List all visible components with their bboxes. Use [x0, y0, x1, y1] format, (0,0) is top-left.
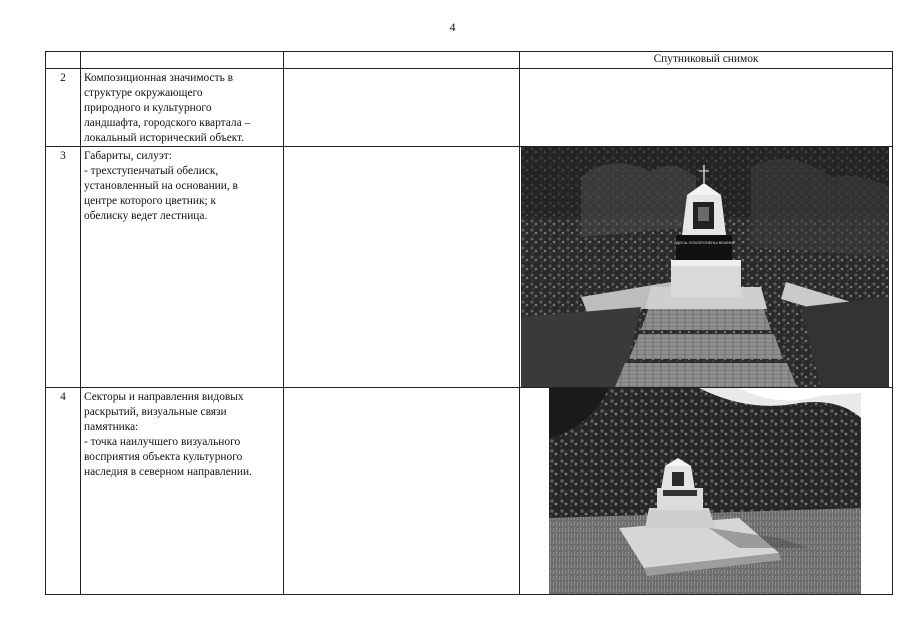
page-number: 4 [449, 20, 456, 34]
description-line: восприятия объекта культурного [84, 451, 243, 463]
row-number: 3 [46, 147, 81, 388]
description-line: центре которого цветник; к [84, 195, 217, 207]
table-row [46, 147, 893, 388]
plaque-text: ЗДЕСЬ ПОХОРОНЕНЫ ВОИНЫ [674, 240, 734, 245]
satellite-cell [520, 388, 893, 595]
row-description [81, 147, 284, 388]
description-line: раскрытий, визуальные связи [84, 406, 227, 418]
header-cell-photo [284, 52, 520, 69]
table-row [46, 69, 893, 147]
description-line: - трехступенчатый обелиск, [84, 165, 219, 177]
description-line: - точка наилучшего визуального [84, 436, 241, 448]
row-number: 4 [46, 388, 81, 595]
satellite-cell-empty [520, 69, 893, 147]
description-line: Секторы и направления видовых [84, 391, 244, 403]
photo-cell-empty [284, 147, 520, 388]
description-line: ландшафта, городского квартала – [84, 117, 251, 129]
description-line: локальный исторический объект. [84, 132, 245, 144]
monument-table [45, 51, 893, 595]
table-row [46, 388, 893, 595]
description-line: Габариты, силуэт: [84, 150, 172, 162]
monument-photo [521, 147, 889, 387]
row-number: 2 [46, 69, 81, 147]
row-description [81, 69, 284, 147]
photo-cell-empty [284, 69, 520, 147]
description-line: памятника: [84, 421, 139, 433]
description-line: Композиционная значимость в [84, 72, 233, 84]
header-cell-number [46, 52, 81, 69]
satellite-cell [520, 147, 893, 388]
description-line: природного и культурного [84, 102, 212, 114]
description-line: установленный на основании, в [84, 180, 238, 192]
description-line: наследия в северном направлении. [84, 466, 252, 478]
header-cell-satellite: Спутниковый снимок [520, 52, 893, 69]
monument-view-photo [549, 388, 861, 594]
description-line: обелиску ведет лестница. [84, 210, 208, 222]
table-header-row [46, 52, 893, 69]
description-line: структуре окружающего [84, 87, 203, 99]
photo-cell-empty [284, 388, 520, 595]
row-description [81, 388, 284, 595]
header-cell-criterion [81, 52, 284, 69]
